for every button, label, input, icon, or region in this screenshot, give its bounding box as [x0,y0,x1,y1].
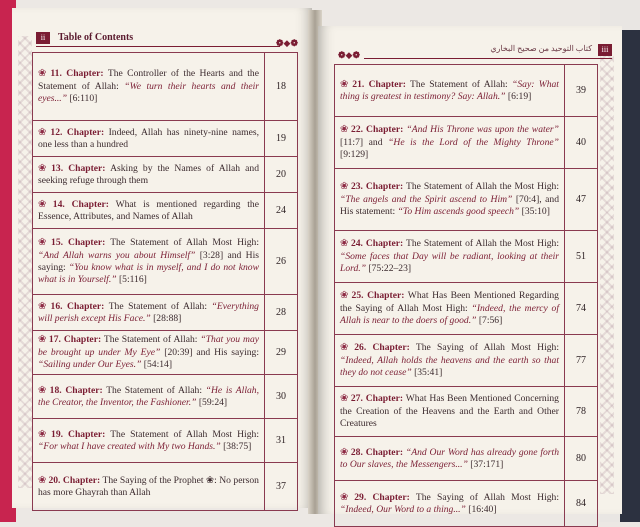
verse-reference: [35:10] [519,206,550,218]
verse-reference: [70:4], and His statement: [340,193,559,218]
toc-page-number: 20 [265,157,298,193]
rosette-icon: ❀ [38,198,51,210]
verse-quote: “Indeed, Allah holds the heavens and the earth so that they do not cease” [340,354,559,379]
toc-page-number: 19 [265,121,298,157]
verse-reference: [54:14] [141,359,173,371]
toc-entry-text [335,117,565,169]
page-number: iii [598,44,612,56]
toc-entry-text [33,463,265,511]
rosette-icon: ❀ [340,342,353,354]
rosette-icon: ❀ [38,300,49,312]
verse-quote: “He is Allah, the Creator, the Inventor, the Fashioner.” [38,384,259,408]
toc-entry-text [335,65,565,117]
chapter-title: The Saying of Allah Most High: [409,491,559,503]
toc-entry-text [335,481,565,527]
toc-row [335,231,598,283]
verse-reference: [9:129] [340,149,369,161]
toc-row [33,157,298,193]
rosette-icon: ❀ [340,238,349,250]
verse-reference: [6:110] [67,93,98,105]
toc-entry-text [33,53,265,121]
chapter-number: 12. Chapter: [50,126,105,138]
verse-quote: “Everything will perish except His Face.” [38,300,259,324]
left-page [12,8,312,508]
toc-page-number: 47 [565,169,598,231]
rosette-icon: ❀ [340,181,349,193]
chapter-number: 25. Chapter: [351,290,405,302]
rosette-icon: ❀ [340,290,350,302]
verse-quote: “To Him ascends good speech” [397,206,520,218]
chapter-title: The Statement of Allah the Most High: [403,181,559,193]
toc-row [33,121,298,157]
chapter-number: 15. Chapter: [51,237,106,249]
toc-page-number: 74 [565,283,598,335]
verse-reference: [37:171] [467,459,504,470]
toc-entry-text [33,121,265,157]
verse-quote: “Indeed, the mercy of Allah is near to the doers of good.” [340,302,560,327]
toc-page-number: 28 [265,295,298,331]
rosette-icon: ❀ [38,334,47,346]
rosette-icon: ❀ [38,68,49,80]
left-page-header [36,28,306,50]
toc-entry-text [33,193,265,229]
chapter-number: 13. Chapter: [51,162,106,174]
chapter-number: 28. Chapter: [350,446,404,458]
chapter-title: Indeed, Allah has ninety-nine names, one less than a hundred [38,126,259,150]
verse-quote: “And His Throne was upon the water” [406,124,559,136]
chapter-title: The Statement of Allah the Most High: [403,238,559,250]
book-cover-right [620,30,640,522]
verse-reference: [16:40] [465,504,497,515]
toc-entry-text [335,437,565,481]
verse-quote: “We turn their hearts and their eyes...” [38,80,259,105]
header-rule [36,46,280,47]
ornament-icon: ❁◆❁ [275,38,298,48]
rosette-icon: ❀ [38,162,50,174]
arabic-title: كتاب التوحيد من صحيح البخاري [490,44,592,53]
chapter-title: Asking by the Names of Allah and seeking refuge through them [38,162,259,186]
rosette-icon: ❀ [340,124,350,136]
verse-reference: [38:75] [220,441,252,452]
verse-quote: “Sailing under Our Eyes.” [38,359,142,371]
toc-row [335,481,598,527]
chapter-title: The Controller of the Hearts and the Statement of Allah: [38,68,259,92]
chapter-number: 18. Chapter: [49,384,103,396]
toc-entry-text [33,419,265,463]
chapter-title: The Statement of Allah Most High: [105,237,259,249]
verse-reference: [35:41] [411,367,443,379]
rosette-icon: ❀ [38,474,47,486]
rosette-icon: ❀ [38,428,50,440]
verse-quote: “The angels and the Spirit ascend to Him” [340,193,513,205]
toc-page-number: 24 [265,193,298,229]
toc-entry-text [33,229,265,295]
toc-row [33,53,298,121]
toc-entry-text [33,157,265,193]
chapter-number: 22. Chapter: [351,124,404,136]
rosette-icon: ❀ [38,237,50,249]
header-rule [364,58,612,59]
toc-row [33,375,298,419]
toc-page-number: 77 [565,335,598,387]
chapter-number: 26. Chapter: [354,342,410,354]
toc-entry-text [335,335,565,387]
verse-quote: “Indeed, Our Word to a thing...” [340,504,466,515]
page-number: ii [36,32,50,44]
verse-reference: [7:56] [476,315,503,327]
verse-quote: “That you may be brought up under My Eye” [38,334,260,358]
toc-page-number: 31 [265,419,298,463]
toc-row [33,229,298,295]
verse-reference: [20:39] and His saying: [160,346,259,358]
verse-quote: “And Our Word has already gone forth to Our slaves, the Messengers...” [340,446,560,470]
verse-reference: [5:116] [116,274,147,286]
page-title: Table of Contents [58,32,134,43]
chapter-title: The Statement of Allah Most High: [105,428,259,440]
chapter-title: The Saying of Allah Most High: [409,342,559,354]
rosette-icon: ❀ [340,446,349,458]
toc-entry-text [33,375,265,419]
toc-page-number: 26 [265,229,298,295]
verse-quote: “For what I have created with My two Hands.” [38,441,221,452]
toc-row [33,193,298,229]
verse-reference: [3:28] and His saying: [38,249,259,273]
chapter-number: 21. Chapter: [352,78,406,90]
verse-quote: “Say: What thing is greatest in testimony? Say: Allah.” [340,78,559,102]
verse-reference: [28:88] [150,313,182,324]
chapter-number: 17. Chapter: [48,334,102,346]
verse-reference: [11:7] and [340,136,389,148]
toc-page-number: 37 [265,463,298,511]
toc-entry-text [335,387,565,437]
verse-reference: [59:24] [196,397,228,408]
chapter-title: The Statement of Allah: [102,384,206,396]
toc-page-number: 51 [565,231,598,283]
chapter-number: 24. Chapter: [350,238,404,250]
toc-page-number: 18 [265,53,298,121]
rosette-icon: ❀ [38,126,49,138]
toc-page-number: 80 [565,437,598,481]
toc-row [33,331,298,375]
rosette-icon: ❀ [340,491,353,503]
toc-page-number: 29 [265,331,298,375]
ornament-icon: ❁◆❁ [338,50,361,60]
toc-row [335,335,598,387]
toc-page-number: 30 [265,375,298,419]
chapter-title: What is mentioned regarding the Essence, Attributes, and Names of Allah [38,198,259,222]
toc-entry-text [33,295,265,331]
toc-entry-text [335,231,565,283]
verse-quote: “He is the Lord of the Mighty Throne” [388,136,559,148]
rosette-icon: ❀ [38,384,48,396]
rosette-icon: ❀ [340,78,351,90]
chapter-number: 23. Chapter: [350,181,404,193]
toc-row [335,387,598,437]
chapter-title: The Statement of Allah: [101,334,201,346]
chapter-title: What Has Been Mentioned Concerning the Creation of the Heavens and the Earth and Other Creatures [340,393,559,430]
chapter-number: 20. Chapter: [48,474,101,486]
toc-table-right [334,64,598,527]
toc-row [33,463,298,511]
verse-reference: [75:22–23] [366,263,412,275]
right-page [318,26,622,514]
toc-table-left [32,52,298,511]
toc-row [335,437,598,481]
toc-entry-text [335,169,565,231]
verse-quote: “You know what is in myself, and I do not know what is in Yourself.” [38,262,259,286]
chapter-number: 11. Chapter: [50,68,104,80]
right-page-header [338,40,612,62]
ornamental-border [18,36,32,488]
chapter-title: The Statement of Allah: [104,300,212,312]
rosette-icon: ❀ [340,393,349,405]
toc-page-number: 39 [565,65,598,117]
chapter-title: What Has Been Mentioned Regarding the Saying of Allah Most High: [340,290,559,314]
toc-row [335,283,598,335]
toc-row [335,169,598,231]
chapter-title: The Statement of Allah: [405,78,513,90]
chapter-number: 19. Chapter: [51,428,106,440]
toc-page-number: 84 [565,481,598,527]
toc-entry-text [335,283,565,335]
ornamental-border [600,56,614,494]
verse-quote: “Some faces that Day will be radiant, looking at their Lord.” [340,250,559,275]
verse-quote: “And Allah warns you about Himself” [38,249,196,261]
chapter-title: The Saying of the Prophet ❀: No person has more Ghayrah than Allah [38,474,259,498]
verse-reference: [6:19] [505,91,532,102]
toc-page-number: 40 [565,117,598,169]
chapter-number: 14. Chapter: [52,198,109,210]
toc-page-number: 78 [565,387,598,437]
toc-row [335,117,598,169]
chapter-number: 29. Chapter: [354,491,410,503]
chapter-number: 16. Chapter: [50,300,105,312]
toc-row [33,295,298,331]
chapter-number: 27. Chapter: [350,393,404,405]
toc-row [335,65,598,117]
toc-row [33,419,298,463]
toc-entry-text [33,331,265,375]
